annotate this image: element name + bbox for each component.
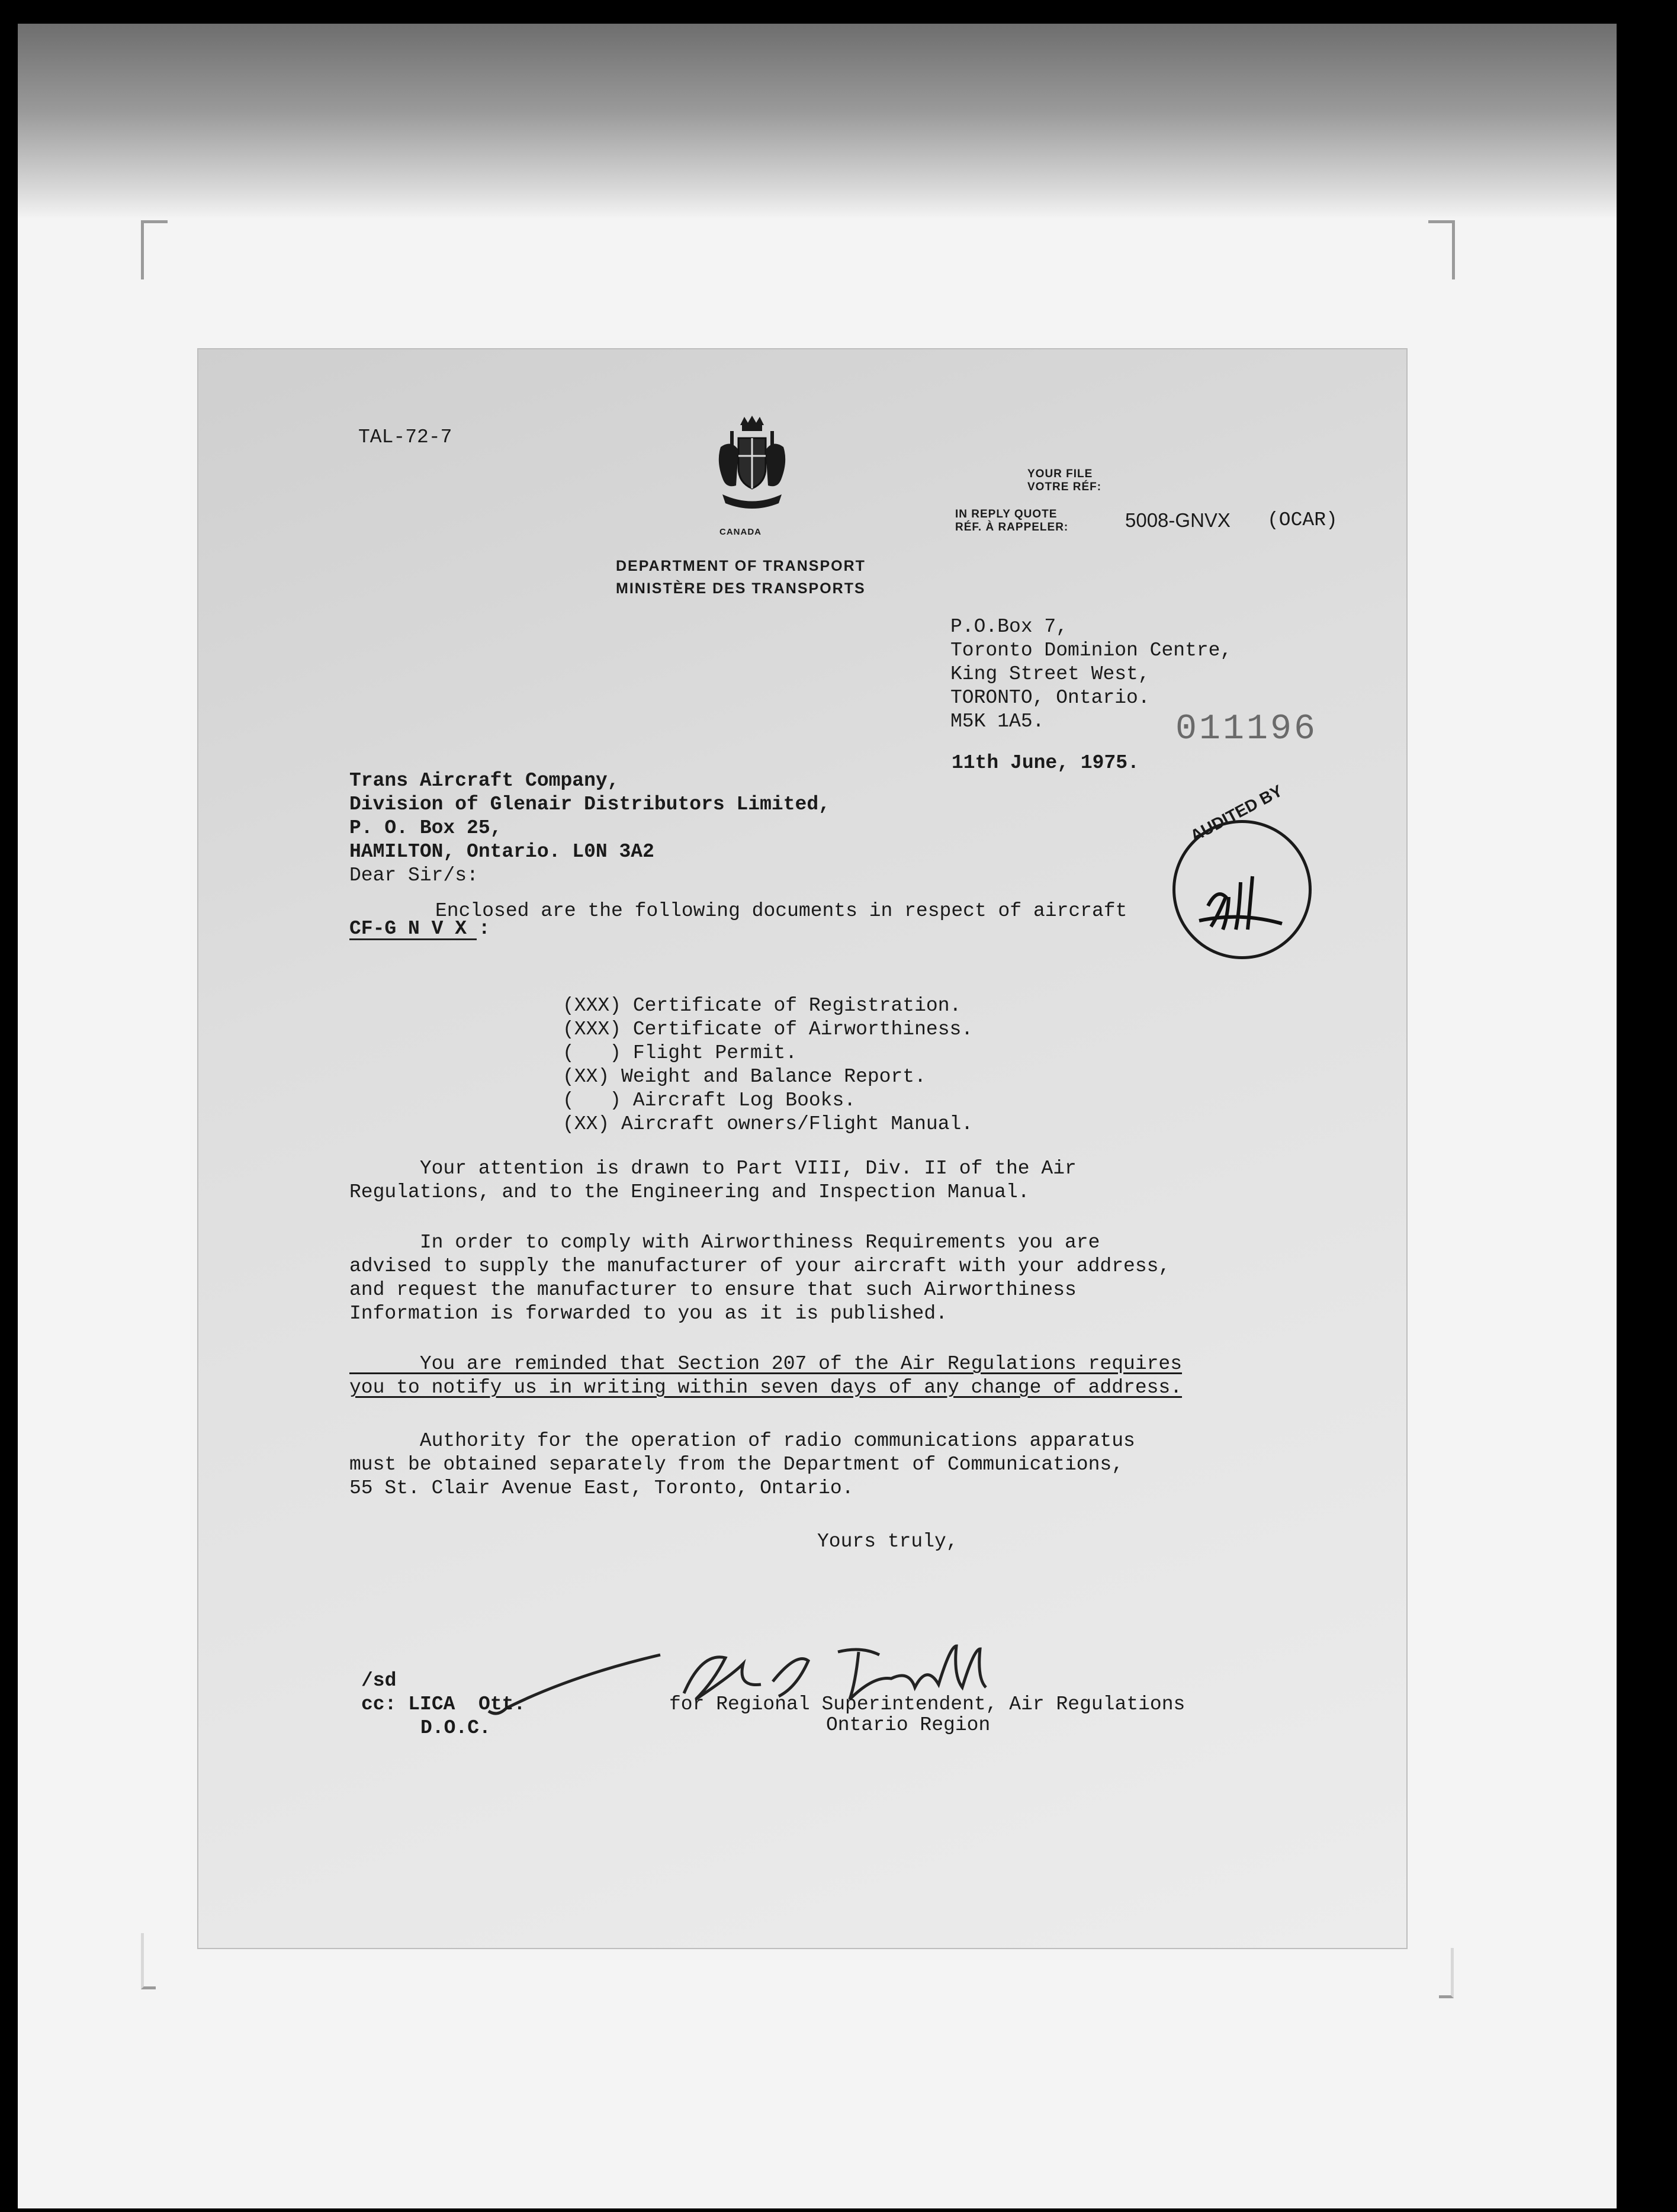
paragraph-3-line: You are reminded that Section 207 of the Air Regulations requires	[349, 1353, 1183, 1375]
closing: Yours truly,	[817, 1531, 958, 1552]
recipient-line: P. O. Box 25,	[349, 817, 502, 839]
file-code: TAL-72-7	[358, 426, 452, 448]
in-reply-label-fr: RÉF. À RAPPELER:	[955, 521, 1069, 533]
paragraph-2-line: advised to supply the manufacturer of your aircraft with your address,	[349, 1255, 1171, 1277]
signatory-region: Ontario Region	[826, 1714, 991, 1736]
reply-reference: 5008-GNVX	[1125, 509, 1231, 531]
recipient-line: Division of Glenair Distributors Limited,	[349, 793, 830, 815]
crop-mark-top-left	[141, 220, 168, 279]
recipient-line: Trans Aircraft Company,	[349, 770, 619, 792]
audit-initials-mark	[1193, 870, 1288, 935]
paragraph-2-line: In order to comply with Airworthiness Requirements you are	[349, 1232, 1100, 1253]
document-item: (XXX) Certificate of Airworthiness.	[563, 1018, 974, 1040]
your-file-label-fr: VOTRE RÉF:	[1027, 481, 1102, 493]
document-item: (XX) Weight and Balance Report.	[563, 1066, 926, 1088]
sender-address-line: TORONTO, Ontario.	[950, 687, 1150, 709]
paragraph-3-line: you to notify us in writing within seven days of any change of address.	[349, 1377, 1183, 1398]
reply-office: (OCAR)	[1267, 509, 1338, 531]
salutation: Dear Sir/s:	[349, 864, 478, 886]
department-name-fr: MINISTÈRE DES TRANSPORTS	[616, 580, 866, 597]
crest-label: CANADA	[719, 527, 762, 537]
department-name-en: DEPARTMENT OF TRANSPORT	[616, 558, 866, 574]
registration-underline	[349, 938, 477, 940]
document-item: (XX) Aircraft owners/Flight Manual.	[563, 1113, 974, 1135]
crop-mark-bottom-right	[1439, 1948, 1454, 1998]
document-item: ( ) Flight Permit.	[563, 1042, 798, 1064]
sender-address-line: King Street West,	[950, 663, 1150, 685]
letter-sheet	[198, 349, 1406, 1948]
document-item: (XXX) Certificate of Registration.	[563, 995, 962, 1017]
paragraph-4-line: 55 St. Clair Avenue East, Toronto, Ontario.	[349, 1477, 854, 1499]
recipient-line: HAMILTON, Ontario. L0N 3A2	[349, 841, 654, 863]
crop-mark-top-right	[1428, 220, 1455, 279]
paragraph-2-line: and request the manufacturer to ensure that such Airworthiness	[349, 1279, 1077, 1301]
letter-date: 11th June, 1975.	[952, 752, 1139, 774]
paragraph-4-line: must be obtained separately from the Department of Communications,	[349, 1454, 1124, 1475]
crop-mark-bottom-left	[141, 1933, 156, 1989]
signatory-title: for Regional Superintendent, Air Regulations	[669, 1693, 1186, 1715]
typist-initials: /sd	[361, 1670, 397, 1692]
sender-address-line: P.O.Box 7,	[950, 616, 1068, 638]
paragraph-1-line: Regulations, and to the Engineering and Inspection Manual.	[349, 1181, 1030, 1203]
carbon-copy-line: D.O.C.	[420, 1717, 491, 1739]
audited-stamp-label: AUDITED BY	[1187, 781, 1286, 845]
in-reply-label-en: IN REPLY QUOTE	[955, 508, 1058, 520]
sender-address-line: M5K 1A5.	[950, 710, 1045, 732]
carbon-copy-line: cc: LICA Ott.	[361, 1693, 526, 1715]
coat-of-arms-icon	[714, 414, 791, 518]
aircraft-registration: CF-G N V X :	[349, 918, 490, 940]
paragraph-2-line: Information is forwarded to you as it is published.	[349, 1303, 947, 1324]
document-item: ( ) Aircraft Log Books.	[563, 1089, 856, 1111]
sender-address-line: Toronto Dominion Centre,	[950, 639, 1232, 661]
paragraph-1-line: Your attention is drawn to Part VIII, Div. II of the Air	[349, 1158, 1077, 1179]
your-file-label-en: YOUR FILE	[1027, 468, 1093, 480]
enclosure-intro: Enclosed are the following documents in respect of aircraft	[435, 900, 1127, 922]
photo-frame-top-shadow	[18, 24, 1617, 219]
paragraph-4-line: Authority for the operation of radio communications apparatus	[349, 1430, 1135, 1452]
received-stamp-number: 011196	[1175, 709, 1318, 750]
